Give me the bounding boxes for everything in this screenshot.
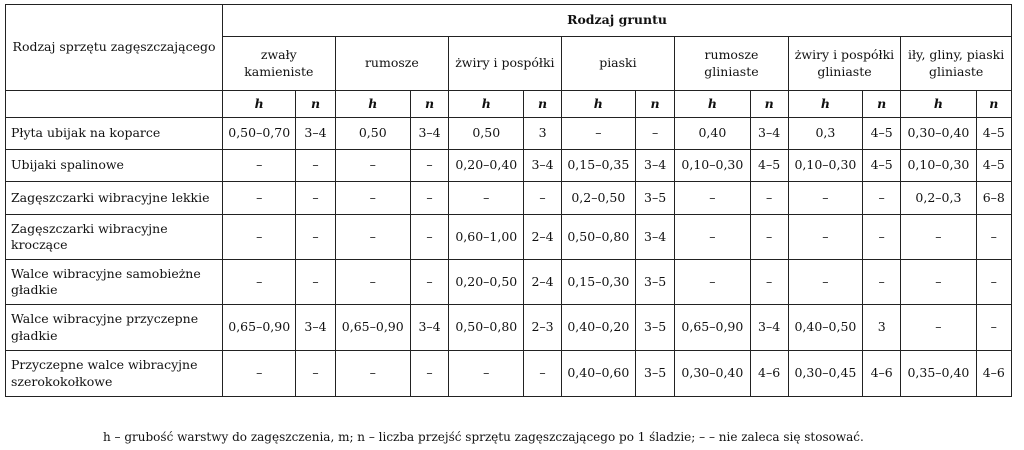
cell-n-value: –	[410, 150, 448, 182]
cell-n-value: 3–4	[296, 118, 335, 150]
sub-header-n: n	[524, 91, 561, 118]
cell-h-value: 0,3	[788, 118, 862, 150]
sub-header-n: n	[410, 91, 448, 118]
equipment-label: Zagęszczarki wibracyjne kroczące	[6, 215, 223, 260]
cell-h-value: –	[223, 260, 296, 305]
cell-h-value: –	[449, 351, 524, 397]
sub-header-h: h	[335, 91, 410, 118]
cell-n-value: 3	[524, 118, 561, 150]
cell-n-value: –	[750, 260, 788, 305]
cell-n-value: 3	[863, 305, 901, 351]
cell-h-value: 0,50–0,70	[223, 118, 296, 150]
cell-n-value: 3–5	[636, 305, 675, 351]
cell-n-value: –	[863, 260, 901, 305]
cell-h-value: –	[901, 305, 976, 351]
cell-n-value: –	[410, 182, 448, 215]
cell-h-value: 0,65–0,90	[675, 305, 750, 351]
cell-h-value: 0,65–0,90	[335, 305, 410, 351]
cell-h-value: 0,15–0,30	[561, 260, 635, 305]
sub-header-n: n	[863, 91, 901, 118]
cell-n-value: 4–5	[750, 150, 788, 182]
cell-h-value: 0,40–0,20	[561, 305, 635, 351]
header-corner: Rodzaj sprzętu zagęszczającego	[6, 5, 223, 91]
cell-n-value: 3–5	[636, 182, 675, 215]
cell-h-value: 0,40	[675, 118, 750, 150]
cell-h-value: 0,30–0,45	[788, 351, 862, 397]
cell-h-value: –	[788, 182, 862, 215]
cell-h-value: –	[449, 182, 524, 215]
soil-type-header: zwały kamieniste	[223, 37, 336, 91]
table-row	[6, 351, 1012, 397]
cell-n-value: 3–4	[750, 305, 788, 351]
cell-h-value: 0,40–0,60	[561, 351, 635, 397]
cell-h-value: 0,40–0,50	[788, 305, 862, 351]
soil-type-header: piaski	[561, 37, 675, 91]
equipment-label: Płyta ubijak na koparce	[6, 118, 223, 150]
cell-n-value: –	[750, 215, 788, 260]
cell-h-value: 0,10–0,30	[675, 150, 750, 182]
cell-h-value: 0,50–0,80	[561, 215, 635, 260]
cell-n-value: 3–4	[296, 305, 335, 351]
cell-n-value: –	[296, 182, 335, 215]
cell-h-value: –	[223, 182, 296, 215]
cell-n-value: 2–3	[524, 305, 561, 351]
cell-n-value: 2–4	[524, 215, 561, 260]
cell-n-value: –	[410, 260, 448, 305]
equipment-label: Walce wibracyjne samobieżne gładkie	[6, 260, 223, 305]
cell-n-value: –	[296, 260, 335, 305]
cell-n-value: 4–6	[863, 351, 901, 397]
sub-header-n: n	[750, 91, 788, 118]
soil-type-header: żwiry i pospółki	[449, 37, 562, 91]
equipment-label: Zagęszczarki wibracyjne lekkie	[6, 182, 223, 215]
cell-h-value: –	[223, 351, 296, 397]
cell-h-value: –	[335, 182, 410, 215]
compaction-table	[5, 4, 1012, 397]
cell-h-value: –	[675, 182, 750, 215]
cell-h-value: 0,20–0,50	[449, 260, 524, 305]
sub-header-n: n	[976, 91, 1011, 118]
table-row	[6, 305, 1012, 351]
cell-h-value: –	[335, 260, 410, 305]
cell-h-value: 0,30–0,40	[901, 118, 976, 150]
table-row	[6, 150, 1012, 182]
sub-header-n: n	[296, 91, 335, 118]
cell-h-value: 0,60–1,00	[449, 215, 524, 260]
cell-h-value: 0,50–0,80	[449, 305, 524, 351]
cell-n-value: –	[863, 182, 901, 215]
cell-n-value: –	[636, 118, 675, 150]
cell-h-value: –	[335, 215, 410, 260]
equipment-label: Przyczepne walce wibracyjne szerokokołkowe	[6, 351, 223, 397]
cell-n-value: 4–6	[750, 351, 788, 397]
soil-type-header: iły, gliny, piaski gliniaste	[901, 37, 1012, 91]
cell-n-value: –	[976, 305, 1011, 351]
soil-type-header: żwiry i pospółki gliniaste	[788, 37, 901, 91]
cell-h-value: 0,2–0,50	[561, 182, 635, 215]
table-body	[6, 118, 1012, 397]
cell-n-value: 3–4	[750, 118, 788, 150]
cell-n-value: –	[410, 215, 448, 260]
cell-h-value: –	[675, 215, 750, 260]
header-group: Rodzaj gruntu	[223, 5, 1012, 37]
cell-n-value: 6–8	[976, 182, 1011, 215]
cell-h-value: 0,35–0,40	[901, 351, 976, 397]
cell-h-value: 0,20–0,40	[449, 150, 524, 182]
cell-n-value: –	[524, 182, 561, 215]
cell-h-value: 0,50	[449, 118, 524, 150]
cell-h-value: –	[335, 351, 410, 397]
cell-n-value: –	[524, 351, 561, 397]
cell-n-value: –	[296, 150, 335, 182]
sub-header-n: n	[636, 91, 675, 118]
cell-n-value: 3–5	[636, 260, 675, 305]
cell-n-value: 3–4	[636, 215, 675, 260]
sub-header-h: h	[675, 91, 750, 118]
cell-h-value: –	[788, 260, 862, 305]
sub-header-h: h	[223, 91, 296, 118]
cell-n-value: 3–5	[636, 351, 675, 397]
cell-h-value: 0,2–0,3	[901, 182, 976, 215]
cell-n-value: 4–5	[863, 150, 901, 182]
cell-n-value: –	[976, 260, 1011, 305]
cell-n-value: –	[863, 215, 901, 260]
cell-h-value: –	[901, 260, 976, 305]
cell-n-value: –	[410, 351, 448, 397]
table-row	[6, 215, 1012, 260]
cell-n-value: 4–5	[863, 118, 901, 150]
cell-n-value: 2–4	[524, 260, 561, 305]
cell-h-value: –	[223, 150, 296, 182]
cell-h-value: 0,30–0,40	[675, 351, 750, 397]
soil-type-header: rumosze gliniaste	[675, 37, 789, 91]
table-row	[6, 182, 1012, 215]
cell-h-value: –	[335, 150, 410, 182]
cell-n-value: 4–5	[976, 118, 1011, 150]
cell-n-value: 4–6	[976, 351, 1011, 397]
equipment-label: Walce wibracyjne przyczepne gładkie	[6, 305, 223, 351]
cell-h-value: –	[675, 260, 750, 305]
equipment-label: Ubijaki spalinowe	[6, 150, 223, 182]
cell-h-value: 0,50	[335, 118, 410, 150]
cell-h-value: 0,65–0,90	[223, 305, 296, 351]
cell-n-value: –	[976, 215, 1011, 260]
cell-n-value: –	[296, 351, 335, 397]
table-row	[6, 118, 1012, 150]
cell-n-value: 3–4	[410, 305, 448, 351]
cell-h-value: –	[561, 118, 635, 150]
cell-n-value: –	[750, 182, 788, 215]
cell-h-value: –	[788, 215, 862, 260]
cell-n-value: 4–5	[976, 150, 1011, 182]
cell-n-value: –	[296, 215, 335, 260]
soil-type-header: rumosze	[335, 37, 449, 91]
cell-h-value: –	[223, 215, 296, 260]
cell-n-value: 3–4	[410, 118, 448, 150]
cell-h-value: 0,10–0,30	[788, 150, 862, 182]
cell-n-value: 3–4	[524, 150, 561, 182]
footnote: h – grubość warstwy do zagęszczenia, m; n – liczba przejść sprzętu zagęszczającego po 1 śladzie; – – nie zaleca się stosować.	[103, 430, 864, 444]
sub-header-h: h	[449, 91, 524, 118]
cell-h-value: –	[901, 215, 976, 260]
table-row	[6, 260, 1012, 305]
cell-h-value: 0,10–0,30	[901, 150, 976, 182]
cell-n-value: 3–4	[636, 150, 675, 182]
sub-header-h: h	[901, 91, 976, 118]
cell-h-value: 0,15–0,35	[561, 150, 635, 182]
sub-header-h: h	[561, 91, 635, 118]
sub-header-h: h	[788, 91, 862, 118]
